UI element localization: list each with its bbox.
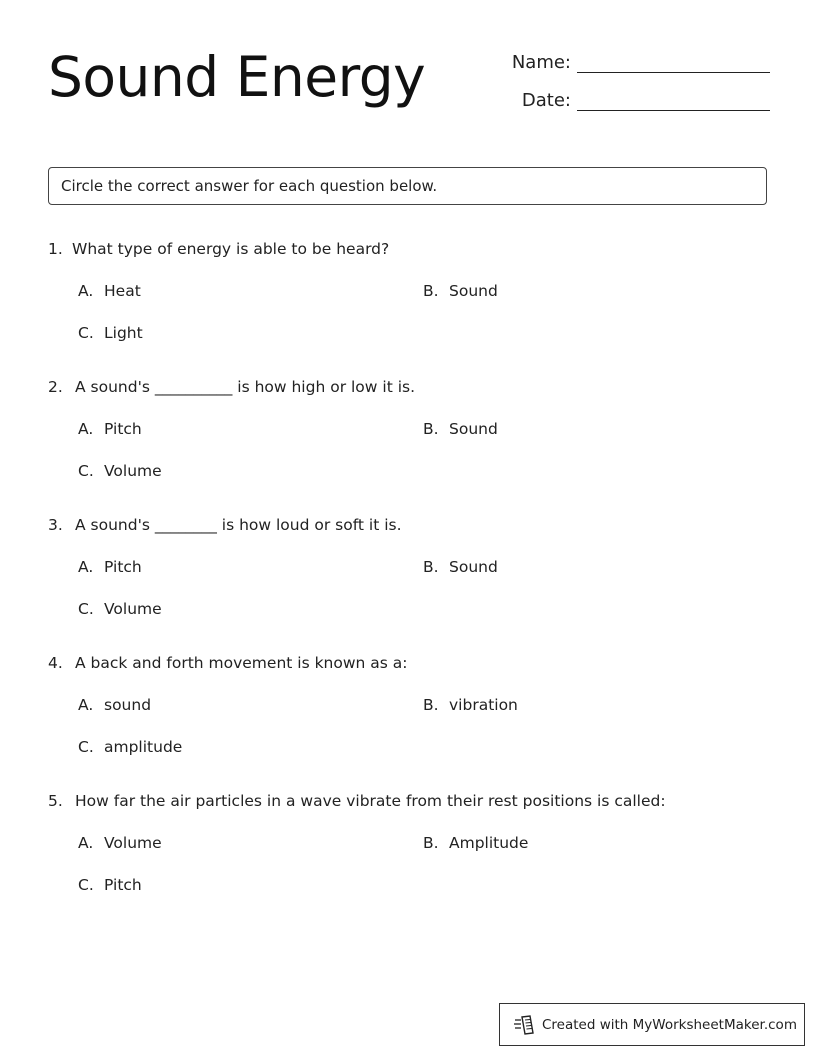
option-letter: C. xyxy=(78,462,94,480)
option-letter: B. xyxy=(423,696,439,714)
option-b xyxy=(423,834,528,852)
option-text: Volume xyxy=(104,462,162,480)
option-b xyxy=(423,282,498,300)
worksheet-maker-logo-icon xyxy=(514,1014,542,1036)
option-a xyxy=(78,558,142,576)
option-text: Pitch xyxy=(104,420,142,438)
option-a xyxy=(78,696,151,714)
option-text: Pitch xyxy=(104,558,142,576)
option-text: Sound xyxy=(449,558,498,576)
question-number: 5. xyxy=(48,792,63,810)
option-letter: A. xyxy=(78,696,94,714)
question-number: 2. xyxy=(48,378,63,396)
option-a xyxy=(78,420,142,438)
option-letter: C. xyxy=(78,876,94,894)
question-text xyxy=(48,240,389,258)
question-text xyxy=(48,654,408,672)
option-text: sound xyxy=(104,696,152,714)
option-text: Amplitude xyxy=(449,834,529,852)
option-a xyxy=(78,282,141,300)
option-text: vibration xyxy=(449,696,518,714)
option-letter: C. xyxy=(78,738,94,756)
question-prompt: What type of energy is able to be heard? xyxy=(72,240,390,258)
option-letter: B. xyxy=(423,834,439,852)
option-c xyxy=(78,738,182,756)
option-text: Volume xyxy=(104,834,162,852)
option-letter: B. xyxy=(423,558,439,576)
option-c xyxy=(78,324,143,342)
option-c xyxy=(78,876,142,894)
option-text: Sound xyxy=(449,420,498,438)
option-letter: A. xyxy=(78,282,94,300)
option-letter: A. xyxy=(78,834,94,852)
name-label: Name: xyxy=(511,52,571,73)
name-field-row xyxy=(505,52,770,73)
question-number: 1. xyxy=(48,240,63,258)
question-text xyxy=(48,792,666,810)
name-blank-line xyxy=(577,54,770,73)
instructions-box: Circle the correct answer for each question below. xyxy=(48,167,767,205)
question-number: 4. xyxy=(48,654,63,672)
question-prompt: A sound's __________ is how high or low it is. xyxy=(75,378,416,396)
option-b xyxy=(423,696,518,714)
question-prompt: How far the air particles in a wave vibrate from their rest positions is called: xyxy=(75,792,666,810)
date-field-row xyxy=(505,90,770,111)
question-number: 3. xyxy=(48,516,63,534)
option-c xyxy=(78,600,162,618)
question-prompt: A sound's ________ is how loud or soft it is. xyxy=(75,516,402,534)
option-letter: A. xyxy=(78,558,94,576)
option-b xyxy=(423,558,498,576)
option-text: Heat xyxy=(104,282,141,300)
option-letter: B. xyxy=(423,420,439,438)
date-label: Date: xyxy=(521,90,571,111)
created-with-badge[interactable] xyxy=(499,1003,805,1046)
created-with-text: Created with MyWorksheetMaker.com xyxy=(542,1016,797,1033)
option-letter: C. xyxy=(78,600,94,618)
date-blank-line xyxy=(577,92,770,111)
option-text: Sound xyxy=(449,282,498,300)
option-letter: C. xyxy=(78,324,94,342)
option-a xyxy=(78,834,162,852)
option-letter: B. xyxy=(423,282,439,300)
question-prompt: A back and forth movement is known as a: xyxy=(75,654,408,672)
option-text: amplitude xyxy=(104,738,183,756)
option-text: Volume xyxy=(104,600,162,618)
option-b xyxy=(423,420,498,438)
option-letter: A. xyxy=(78,420,94,438)
question-text xyxy=(48,378,415,396)
page-title: Sound Energy xyxy=(48,45,426,109)
option-text: Pitch xyxy=(104,876,142,894)
question-text xyxy=(48,516,402,534)
option-text: Light xyxy=(104,324,143,342)
option-c xyxy=(78,462,162,480)
